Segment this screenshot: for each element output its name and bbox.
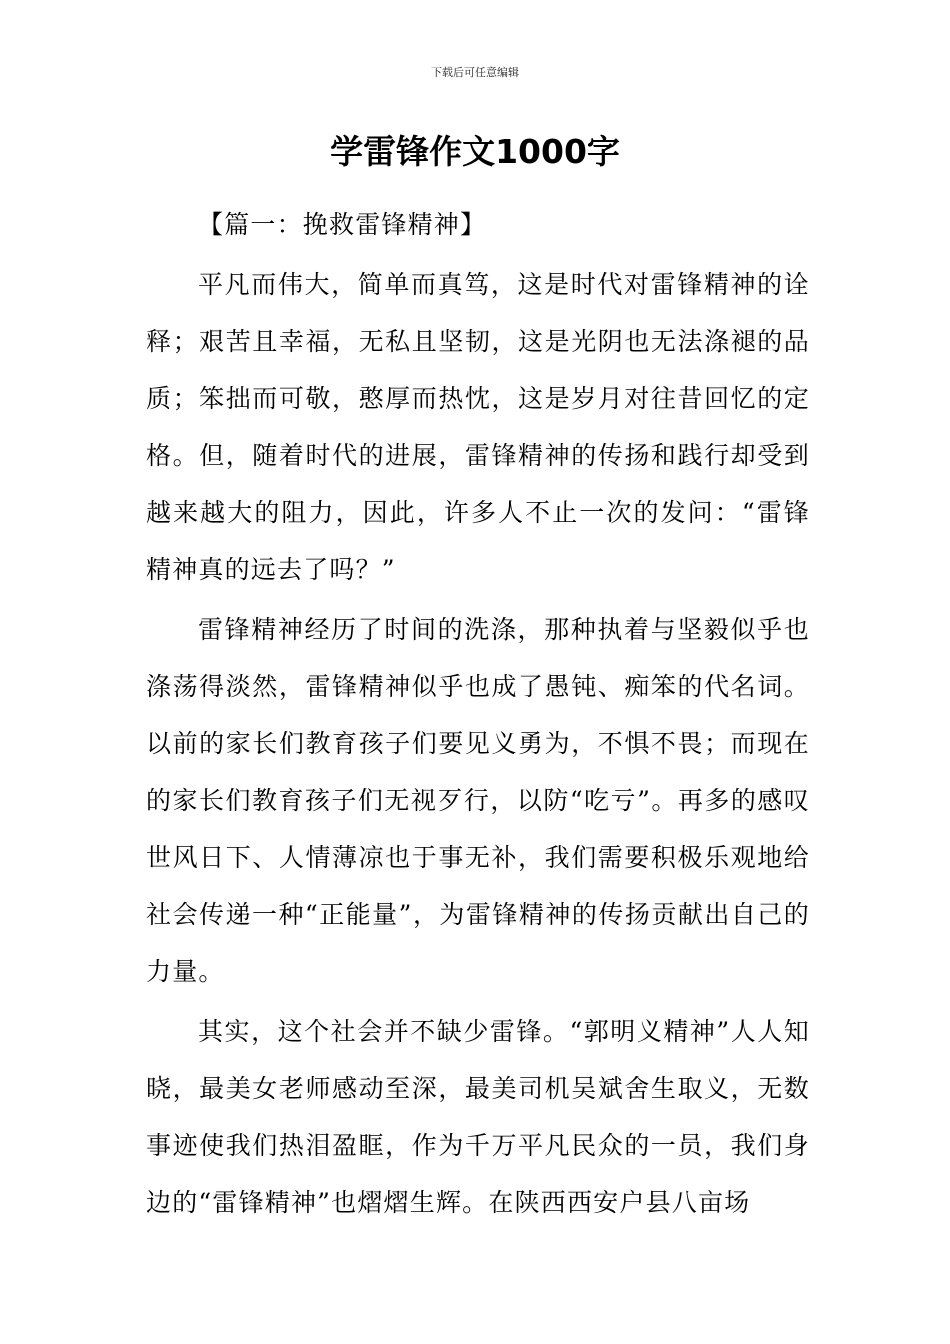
- paragraph-1: 平凡而伟大，简单而真笃，这是时代对雷锋精神的诠释；艰苦且幸福，无私且坚韧，这是光阴也无法涤褪的品质；笨拙而可敬，憨厚而热忱，这是岁月对往昔回忆的定格。但，随着时代的进展，雷锋精神的传扬和践行却受到越来越大的阻力，因此，许多人不止一次的发问：“雷锋精神真的远去了吗？”: [146, 270, 810, 584]
- paragraph-2: 雷锋精神经历了时间的洗涤，那种执着与坚毅似乎也涤荡得淡然，雷锋精神似乎也成了愚钝、痴笨的代名词。以前的家长们教育孩子们要见义勇为，不惧不畏；而现在的家长们教育孩子们无视歹行，以防“吃亏”。再多的感叹世风日下、人情薄凉也于事无补，我们需要积极乐观地给社会传递一种“正能量”，为雷锋精神的传扬贡献出自己的力量。: [146, 615, 810, 986]
- document-body: [146, 196, 810, 1234]
- paragraph-3: 其实，这个社会并不缺少雷锋。“郭明义精神”人人知晓，最美女老师感动至深，最美司机吴斌舍生取义，无数事迹使我们热泪盈眶，作为千万平凡民众的一员，我们身边的“雷锋精神”也熠熠生辉。在陕西西安户县八亩场: [146, 1017, 810, 1217]
- header-note: 下载后可任意编辑: [431, 66, 519, 79]
- section-heading: 【篇一：挽救雷锋精神】: [198, 210, 487, 239]
- document-title: 学雷锋作文1000字: [330, 132, 620, 171]
